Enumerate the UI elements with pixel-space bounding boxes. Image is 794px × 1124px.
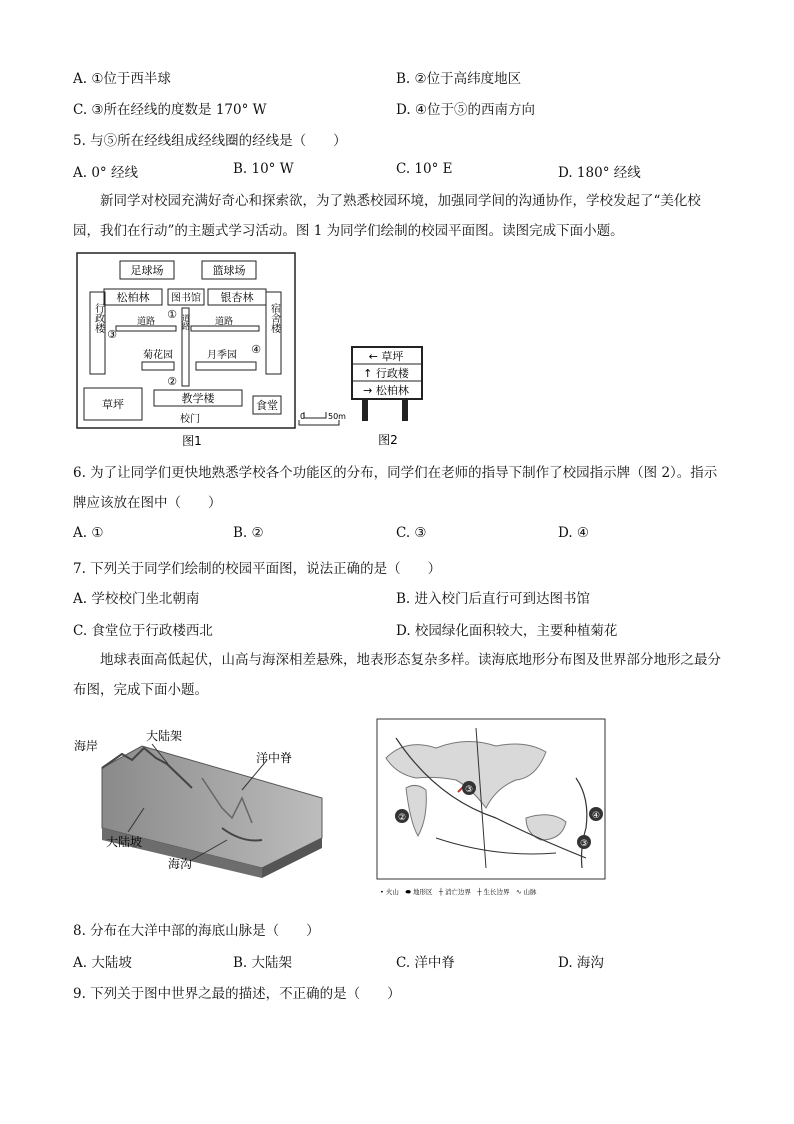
q5-option-d: D. 180° 经线 [558,165,641,181]
q8-option-b: B. 大陆架 [233,955,293,971]
q5-option-b: B. 10° W [233,161,294,177]
q7-option-a: A. 学校校门坐北朝南 [73,591,200,607]
q7-option-c: C. 食堂位于行政楼西北 [73,623,213,639]
rose-garden-label: 月季园 [207,350,237,361]
map-marker-3-asia: ③ [464,785,474,795]
marker-3: ③ [107,328,117,341]
marker-4: ④ [251,343,261,356]
q7-option-b: B. 进入校门后直行可到达图书馆 [396,591,591,607]
seafloor-landform-figure [72,728,332,878]
trench-label: 海沟 [168,857,193,871]
q7-stem: 7. 下列关于同学们绘制的校园平面图，说法正确的是（ ） [73,561,442,577]
intro-paragraph-1: 新同学对校园充满好奇心和探索欲，为了熟悉校园环境，加强同学间的沟通协作，学校发起了“美化校园，我们在行动”的主题式学习活动。图 1 为同学们绘制的校园平面图。读图完成下面小题。 [73,193,701,239]
mid-ocean-ridge-label: 洋中脊 [256,751,293,765]
sign-pine: → 松柏林 [363,384,409,397]
marker-1: ① [167,308,177,321]
map-legend: • 火山 ⬬ 地形区 ┼ 消亡边界 ┼ 生长边界 ∿ 山脉 [380,888,537,896]
road-label-west: 道路 [136,317,156,327]
football-field-label: 足球场 [130,264,164,277]
library-label: 图书馆 [171,293,201,304]
dormitory-label: 宿舍楼 [268,303,280,333]
admin-building-label: 行政楼 [92,303,104,333]
school-gate-label: 校门 [180,414,200,425]
q4-option-d: D. ④位于⑤的西南方向 [396,102,536,118]
q6-option-a: A. ① [73,525,104,541]
map-marker-3-ocean: ③ [579,839,589,849]
scale-zero-label: 0 [300,412,306,421]
lawn-label: 草坪 [102,398,124,411]
basketball-court-label: 篮球场 [212,264,246,277]
sign-lawn: ← 草坪 [368,350,404,363]
intro-paragraph-2: 地球表面高低起伏，山高与海深相差悬殊，地表形态复杂多样。读海底地形分布图及世界部分地形之最分布图，完成下面小题。 [73,652,721,698]
q5-option-c: C. 10° E [396,161,453,177]
pine-forest-label: 松柏林 [116,291,150,304]
chrysanthemum-garden-label: 菊花园 [143,350,173,361]
q6-option-c: C. ③ [396,525,427,541]
map-marker-2: ② [397,813,407,823]
map-marker-4: ④ [591,811,601,821]
teaching-building-label: 教学楼 [181,392,215,405]
ginkgo-forest-label: 银杏林 [220,291,254,304]
sign-admin: ↑ 行政楼 [363,367,409,380]
q9-stem: 9. 下列关于图中世界之最的描述，不正确的是（ ） [73,986,401,1002]
signpost-figure [348,345,428,450]
scale-50m-label: 50m [328,412,346,421]
q4-option-c: C. ③所在经线的度数是 170° W [73,102,267,118]
road-label-east: 道路 [214,317,234,327]
figure-2-caption: 图2 [378,433,398,447]
canteen-label: 食堂 [256,399,278,412]
q8-option-a: A. 大陆坡 [73,955,132,971]
world-extremes-map-figure [376,718,608,898]
q8-option-d: D. 海沟 [558,955,604,971]
continental-slope-label: 大陆坡 [106,835,143,849]
q4-option-a: A. ①位于西半球 [73,71,171,87]
q5-option-a: A. 0° 经线 [73,165,138,181]
q7-option-d: D. 校园绿化面积较大，主要种植菊花 [396,623,618,639]
figure-1-caption: 图1 [182,434,202,448]
q6-option-d: D. ④ [558,525,590,541]
scale-bar [296,408,344,428]
q8-option-c: C. 洋中脊 [396,955,455,971]
marker-2: ② [167,375,177,388]
q8-stem: 8. 分布在大洋中部的海底山脉是（ ） [73,923,320,939]
q4-option-b: B. ②位于高纬度地区 [396,71,522,87]
q6-option-b: B. ② [233,525,264,541]
q6-stem: 6. 为了让同学们更快地熟悉学校各个功能区的分布，同学们在老师的指导下制作了校园指示牌（图 2）。指示牌应该放在图中（ ） [73,465,718,511]
campus-map-figure [76,252,298,452]
coast-label: 海岸 [74,739,99,753]
continental-shelf-label: 大陆架 [146,729,183,743]
q5-stem: 5. 与⑤所在经线组成经线圈的经线是（ ） [73,133,347,149]
road-label-vertical: 道路 [181,314,191,330]
